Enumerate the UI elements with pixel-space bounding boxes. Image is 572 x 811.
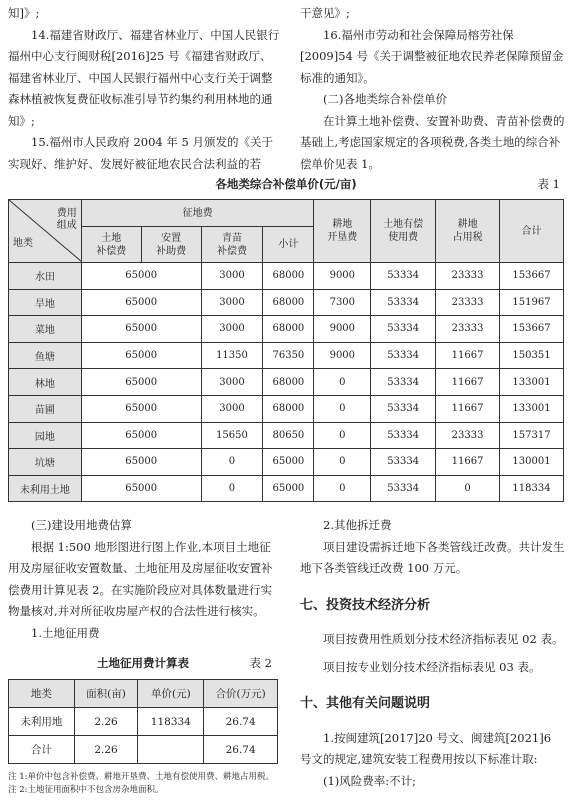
row-label: 水田 <box>9 263 82 290</box>
note: 注 2:土地征用面积中不包含房杂地面积。 <box>8 784 164 795</box>
column-header: 耕地 开垦费 <box>314 200 371 263</box>
cell: 68000 <box>263 316 314 343</box>
table-row <box>9 342 564 369</box>
cell: 53334 <box>371 395 436 422</box>
table-row <box>9 263 564 290</box>
column-header: 耕地 占用税 <box>436 200 500 263</box>
note: 注 1:单价中包含补偿费、耕地开垦费、土地有偿使用费、耕地占用税。 <box>8 772 274 782</box>
row-label: 园地 <box>9 422 82 449</box>
column-header: 单价(元) <box>138 680 204 708</box>
cell: 3000 <box>201 316 263 343</box>
cell: 9000 <box>314 342 371 369</box>
cell: 11667 <box>436 395 500 422</box>
row-label: 坑塘 <box>9 449 82 476</box>
table-row <box>9 475 564 502</box>
section-title-7: 七、投资技术经济分析 <box>300 597 431 613</box>
column-header: 合计 <box>500 200 564 263</box>
column-header: 地类 <box>9 680 75 708</box>
row-label: 苗圃 <box>9 395 82 422</box>
paragraph: 项目按专业划分技术经济指标表见 03 表。 <box>323 659 541 674</box>
section-title-10: 十、其他有关问题说明 <box>300 696 431 711</box>
table-row <box>9 708 278 736</box>
cell: 53334 <box>371 369 436 396</box>
cell: 2.26 <box>74 736 138 764</box>
table2-number: 表 2 <box>249 656 272 670</box>
cell: 11667 <box>436 449 500 476</box>
paragraph: (1)风险费率:不计; <box>323 773 417 788</box>
paragraph: 知]》; <box>8 6 40 20</box>
row-label: 林地 <box>9 369 82 396</box>
table1-number: 表 1 <box>537 177 560 191</box>
cell: 3000 <box>201 289 263 316</box>
cell: 0 <box>314 422 371 449</box>
cell: 26.74 <box>204 736 278 764</box>
paragraph: 在计算土地补偿费、安置补助费、青苗补偿费的基础上,考虑国家规定的各项税费,各类土地的综合补偿单价见表 1。 <box>300 113 565 171</box>
table-row <box>9 736 278 764</box>
row-label: 旱地 <box>9 289 82 316</box>
cell: 133001 <box>500 369 564 396</box>
cell: 53334 <box>371 316 436 343</box>
subsection-heading: 2.其他拆迁费 <box>323 518 392 532</box>
cell: 53334 <box>371 475 436 502</box>
column-header: 安置 补助费 <box>141 227 201 263</box>
paragraph: 项目按费用性质划分技术经济指标表见 02 表。 <box>323 632 564 646</box>
cell: 3000 <box>201 369 263 396</box>
cell: 153667 <box>500 316 564 343</box>
cell: 23333 <box>436 422 500 449</box>
top-right-text <box>300 3 566 175</box>
column-header: 土地有偿 使用费 <box>371 200 436 263</box>
cell: 150351 <box>500 342 564 369</box>
paragraph: 16.福州市劳动和社会保障局榕劳社保[2009]54 号《关于调整被征地农民养老保障预留金标准的通知》。 <box>300 27 564 85</box>
paragraph: 干意见》; <box>300 6 350 20</box>
corner-bottom-label: 地类 <box>13 238 33 249</box>
paragraph: 1.按闽建筑[2017]20 号文、闽建筑[2021]6 号文的规定,建筑安装工程费用按以下标准计取: <box>300 730 552 766</box>
table2-title: 土地征用费计算表 <box>97 656 189 670</box>
cell: 合计 <box>9 736 75 764</box>
cell: 68000 <box>263 263 314 290</box>
cell: 11350 <box>201 342 263 369</box>
cell: 68000 <box>263 395 314 422</box>
top-left-text <box>8 3 280 175</box>
cell: 65000 <box>81 449 201 476</box>
paragraph: 根据 1:500 地形图进行图上作业,本项目土地征用及房屋征收安置数量、土地征用及房屋征收安置补偿费用计算见表 2。在实施阶段应对具体数量进行实物量核对,并对所征收房屋产权的合法性进行核实。 <box>8 539 273 618</box>
cell: 151967 <box>500 289 564 316</box>
cell: 130001 <box>500 449 564 476</box>
cell: 68000 <box>263 369 314 396</box>
cell: 0 <box>314 449 371 476</box>
cell: 9000 <box>314 263 371 290</box>
cell: 7300 <box>314 289 371 316</box>
cell: 65000 <box>81 422 201 449</box>
table1-caption <box>8 176 564 192</box>
cell: 65000 <box>81 263 201 290</box>
section-heading: (三)建设用地费估算 <box>31 518 132 532</box>
cell: 53334 <box>371 342 436 369</box>
cell: 65000 <box>81 342 201 369</box>
section-heading: (二)各地类综合补偿单价 <box>323 92 447 106</box>
cell: 118334 <box>138 708 204 736</box>
table-row <box>9 289 564 316</box>
cell: 53334 <box>371 263 436 290</box>
cell: 2.26 <box>74 708 138 736</box>
cell <box>138 736 204 764</box>
cell: 0 <box>201 449 263 476</box>
cell: 0 <box>314 475 371 502</box>
paragraph: 14.福建省财政厅、福建省林业厅、中国人民银行福州中心支行闽财税[2016]25 号《福建省财政厅、福建省林业厅、中国人民银行福州中心支行关于调整森林植被恢复费征收标准引导节约集约利用林地的通知》; <box>8 27 280 128</box>
cell: 118334 <box>500 475 564 502</box>
cell: 53334 <box>371 449 436 476</box>
cell: 23333 <box>436 289 500 316</box>
cell: 65000 <box>81 289 201 316</box>
table1-title: 各地类综合补偿单价(元/亩) <box>215 177 357 191</box>
cell: 9000 <box>314 316 371 343</box>
compensation-table <box>8 199 564 502</box>
table2-caption <box>8 655 278 671</box>
cell: 153667 <box>500 263 564 290</box>
row-label: 未利用土地 <box>9 475 82 502</box>
cell: 65000 <box>81 316 201 343</box>
cell: 26.74 <box>204 708 278 736</box>
cell: 0 <box>314 395 371 422</box>
cell: 65000 <box>263 475 314 502</box>
cell: 76350 <box>263 342 314 369</box>
column-header: 小计 <box>263 227 314 263</box>
corner-header <box>9 200 82 263</box>
cell: 68000 <box>263 289 314 316</box>
cell: 0 <box>201 475 263 502</box>
table-row <box>9 422 564 449</box>
paragraph: 项目建设需拆迁地下各类管线迁改费。共计发生地下各类管线迁改费 100 万元。 <box>300 539 565 575</box>
cell: 65000 <box>81 475 201 502</box>
cell: 157317 <box>500 422 564 449</box>
paragraph: 15.福州市人民政府 2004 年 5 月颁发的《关于实现好、维护好、发展好被征地农民合法利益的若 <box>8 135 273 171</box>
column-header: 青苗 补偿费 <box>201 227 263 263</box>
cell: 11667 <box>436 369 500 396</box>
cell: 53334 <box>371 289 436 316</box>
mid-left-text <box>8 515 280 644</box>
cell: 23333 <box>436 263 500 290</box>
cell: 11667 <box>436 342 500 369</box>
table-notes <box>8 771 288 796</box>
table-row <box>9 395 564 422</box>
land-fee-table <box>8 679 278 764</box>
cell: 3000 <box>201 395 263 422</box>
table-row <box>9 316 564 343</box>
cell: 80650 <box>263 422 314 449</box>
column-header: 面积(亩) <box>74 680 138 708</box>
cell: 133001 <box>500 395 564 422</box>
row-label: 鱼塘 <box>9 342 82 369</box>
column-header: 土地 补偿费 <box>81 227 141 263</box>
cell: 65000 <box>81 369 201 396</box>
cell: 53334 <box>371 422 436 449</box>
subsection-heading: 1.土地征用费 <box>31 625 100 640</box>
cell: 65000 <box>81 395 201 422</box>
cell: 0 <box>314 369 371 396</box>
column-header: 合价(万元) <box>204 680 278 708</box>
table-row <box>9 369 564 396</box>
cell: 65000 <box>263 449 314 476</box>
cell: 0 <box>436 475 500 502</box>
cell: 未利用地 <box>9 708 75 736</box>
cell: 15650 <box>201 422 263 449</box>
corner-top-label: 费用 组成 <box>56 208 77 231</box>
cell: 3000 <box>201 263 263 290</box>
cell: 23333 <box>436 316 500 343</box>
group-header: 征地费 <box>81 200 314 227</box>
table-row <box>9 449 564 476</box>
row-label: 菜地 <box>9 316 82 343</box>
right-text <box>300 515 566 792</box>
